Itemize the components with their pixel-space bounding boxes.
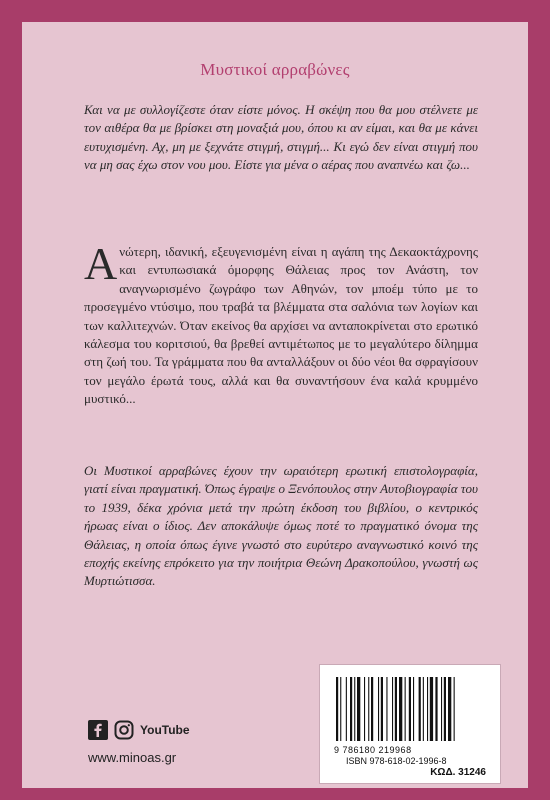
note-paragraph: Οι Μυστικοί αρραβώνες έχουν την ωραιότερη ερωτική επιστολογραφία, γιατί είναι πραγματική. Όπως έγραψε ο Ξενόπουλος στην Αυτοβιογραφία του το 1939, δέκα χρόνια μετά την πρώτη έκδοση του βιβλίου, ο κεντρικός ήρωας είναι ο ίδιος. Δεν αποκάλυψε όμως ποτέ το πραγματικό όνομα της Θάλειας, η οποία όπως έγινε γνωστό στο ευρύτερο αναγνωστικό κοινό της εποχής εκείνης επρόκειτο για την ποιήτρια Θεώνη Δρακοπούλου, γνωστή ως Μυρτιώτισσα. [84, 463, 478, 589]
synopsis-paragraph [84, 238, 478, 409]
social-icons [88, 720, 190, 740]
isbn-text: ISBN 978-618-02-1996-8 [346, 756, 447, 766]
youtube-logo[interactable] [140, 723, 190, 737]
back-cover [22, 22, 528, 788]
product-code: ΚΩΔ. 31246 [430, 767, 486, 778]
instagram-icon[interactable] [114, 720, 134, 740]
barcode-icon [330, 675, 490, 743]
facebook-icon[interactable] [88, 720, 108, 740]
synopsis-text: νώτερη, ιδανική, εξευγενισμένη είναι η αγάπη της Δεκαοκτάχρονης και εντυπωσιακά όμορφης Θάλειας προς τον Ανάστη, τον αναγνωρισμένο ζωγράφο των Αθηνών, τον μποέμ τύπο με το προσεγμένο ντύσιμο, που τραβά τα βλέμματα στα σαλόνια των λογίων και των καλλιτεχνών. Όταν εκείνος θα αρχίσει να ανταποκρίνεται στο ερωτικό κάλεσμα του κοριτσιού, θα βρεθεί αντιμέτωπος με το μεγαλύτερο δίλημμα στη ζωή του. Τα γράμματα που θα ανταλλάξουν οι δύο νέοι θα σφραγίσουν τον μεγάλο έρωτά τους, αλλά και θα συναντήσουν ένα καλά κρυμμένο μυστικό... [84, 244, 478, 407]
youtube-label: YouTube [140, 723, 190, 737]
quote-paragraph: Και να με συλλογίζεστε όταν είστε μόνος. Η σκέψη που θα μου στέλνετε με τον αιθέρα θα με βρίσκει στη μοναξιά μου, όπου κι αν είμαι, και θα με κάνει ευτυχισμένη. Αχ, μη με ξεχνάτε στιγμή, στιγμή... Κι εγώ δεν είναι στιγμή που να μη σας έχω στον νου μου. Είστε για μένα ο αέρας που αναπνέω και ζω... [84, 102, 478, 173]
barcode-box [319, 664, 501, 784]
book-title: Μυστικοί αρραβώνες [200, 60, 350, 79]
drop-cap: Α [84, 238, 118, 289]
barcode-digits: 9 786180 219968 [334, 745, 412, 755]
website-link[interactable]: www.minoas.gr [88, 750, 177, 765]
